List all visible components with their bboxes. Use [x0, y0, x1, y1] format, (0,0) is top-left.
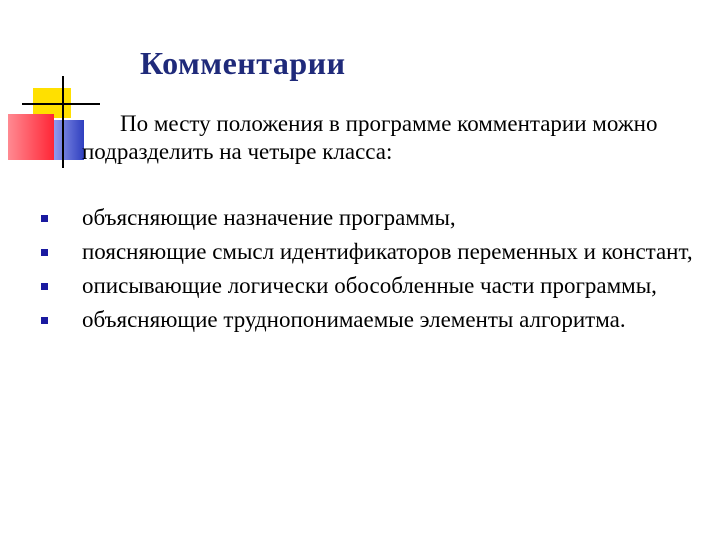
bullet-list — [0, 204, 720, 340]
square-bullet-icon — [41, 283, 48, 290]
bullet-item — [0, 238, 702, 266]
deco-red-square — [8, 114, 54, 160]
square-bullet-icon — [41, 317, 48, 324]
bullet-text: описывающие логически обособленные части программы, — [82, 273, 657, 298]
bullet-text: объясняющие труднопонимаемые элементы алгоритма. — [82, 307, 626, 332]
slide-title: Комментарии — [140, 45, 346, 81]
bullet-item — [0, 272, 702, 300]
bullet-item — [0, 306, 702, 334]
bullet-text: объясняющие назначение программы, — [82, 205, 456, 230]
intro-paragraph: По месту положения в программе комментарии можно подразделить на четыре класса: — [82, 111, 658, 164]
square-bullet-icon — [41, 215, 48, 222]
bullet-item — [0, 204, 702, 232]
bullet-text: поясняющие смысл идентификаторов переменных и констант, — [82, 239, 693, 264]
square-bullet-icon — [41, 249, 48, 256]
